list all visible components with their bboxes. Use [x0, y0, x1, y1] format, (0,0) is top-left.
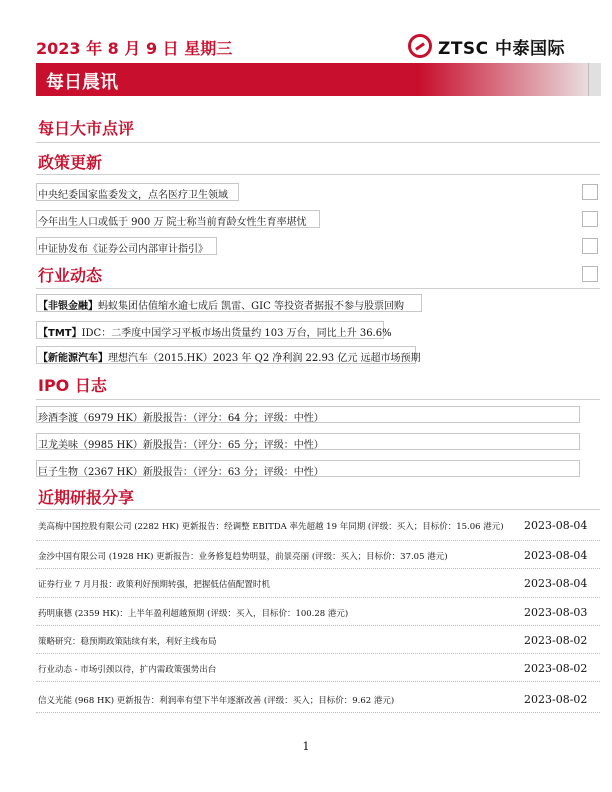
row-divider [36, 681, 600, 682]
section-divider [36, 142, 600, 143]
item-checkbox[interactable] [582, 266, 598, 282]
policy-item[interactable] [36, 213, 305, 228]
report-title[interactable]: 药明康德 (2359 HK)：上半年盈利超越预期 (评级：买入，目标价：100.28 港元) [38, 609, 349, 619]
report-title[interactable]: 信义光能 (968 HK) 更新报告：利润率有望下半年逐渐改善 (评级：买入；目标价：9.62 港元) [38, 696, 395, 706]
logo-text: ZTSC 中泰国际 [438, 38, 566, 59]
policy-item-text: 中证协发布《证券公司内部审计指引》 [38, 244, 208, 255]
policy-item[interactable] [36, 186, 226, 201]
industry-item-text: IDC：二季度中国学习平板市场出货量约 103 万台，同比上升 36.6% [81, 328, 392, 339]
section-divider [36, 174, 600, 175]
ipo-item-text: 巨子生物（2367 HK）新股报告：（评分：63 分；评级：中性） [38, 467, 324, 478]
row-divider [36, 597, 600, 598]
industry-tag: 【TMT】 [38, 328, 82, 339]
policy-item-text: 今年出生人口或低于 900 万 院士称当前育龄女性生育率堪忧 [38, 217, 307, 228]
industry-tag: 【非银金融】 [38, 301, 98, 312]
ipo-item[interactable] [36, 463, 322, 478]
banner-end-cap [588, 63, 601, 96]
report-date: 2023 年 8 月 9 日 星期三 [36, 39, 233, 58]
ztsc-logo-icon [408, 34, 432, 58]
report-date: 2023-08-04 [524, 577, 588, 590]
company-logo [408, 32, 565, 60]
item-checkbox[interactable] [582, 184, 598, 200]
ipo-item-text: 卫龙美味（9985 HK）新股报告：（评分：65 分；评级：中性） [38, 440, 324, 451]
policy-item[interactable] [36, 240, 206, 255]
report-date: 2023-08-04 [524, 549, 588, 562]
row-divider [36, 712, 600, 713]
industry-item[interactable] [36, 324, 390, 339]
report-title[interactable]: 美高梅中国控股有限公司 (2282 HK) 更新报告：经调整 EBITDA 率先超越 19 年同期 (评级：买入；目标价：15.06 港元) [38, 522, 504, 532]
row-divider [36, 625, 600, 626]
item-checkbox[interactable] [582, 238, 598, 254]
row-divider [36, 540, 600, 541]
section-title-industry: 行业动态 [38, 266, 103, 285]
ipo-item[interactable] [36, 409, 322, 424]
banner-gradient [420, 63, 600, 96]
section-title-ipo: IPO 日志 [38, 376, 107, 395]
title-banner [36, 63, 588, 96]
report-title[interactable]: 行业动态 - 市场引颈以待，扩内需政策强势出台 [38, 665, 217, 675]
industry-item-text: 理想汽车（2015.HK）2023 年 Q2 净利润 22.93 亿元 远超市场预期 [108, 353, 421, 364]
policy-item-text: 中央纪委国家监委发文，点名医疗卫生领域 [38, 190, 228, 201]
report-date: 2023-08-03 [524, 606, 588, 619]
report-title[interactable]: 证券行业 7 月月报：政策利好预期转强，把握低估值配置时机 [38, 580, 270, 590]
banner-title: 每日晨讯 [46, 72, 118, 93]
section-title-policy: 政策更新 [38, 153, 103, 172]
section-divider [36, 288, 600, 289]
industry-item[interactable] [36, 349, 419, 364]
report-date: 2023-08-02 [524, 662, 588, 675]
report-title[interactable]: 策略研究：稳预期政策陆续有来，利好主线布局 [38, 637, 217, 647]
section-title-market: 每日大市点评 [38, 119, 135, 138]
item-checkbox[interactable] [582, 211, 598, 227]
report-date: 2023-08-02 [524, 693, 588, 706]
section-divider [36, 399, 600, 400]
row-divider [36, 653, 600, 654]
ipo-item-text: 珍酒李渡（6979 HK）新股报告：（评分：64 分；评级：中性） [38, 413, 324, 424]
section-title-reports: 近期研报分享 [38, 488, 135, 507]
section-divider [36, 509, 600, 510]
industry-item-text: 蚂蚁集团估值缩水逾七成后 凯雷、GIC 等投资者据报不参与股票回购 [98, 301, 404, 312]
ipo-item[interactable] [36, 436, 322, 451]
report-date: 2023-08-04 [524, 519, 588, 532]
industry-item[interactable] [36, 297, 402, 312]
report-title[interactable]: 金沙中国有限公司 (1928 HK) 更新报告：业务修复趋势明显，前景亮丽 (评级：买入；目标价：37.05 港元) [38, 552, 448, 562]
row-divider [36, 568, 600, 569]
report-date: 2023-08-02 [524, 634, 588, 647]
industry-tag: 【新能源汽车】 [38, 353, 108, 364]
page-number: 1 [302, 740, 310, 753]
